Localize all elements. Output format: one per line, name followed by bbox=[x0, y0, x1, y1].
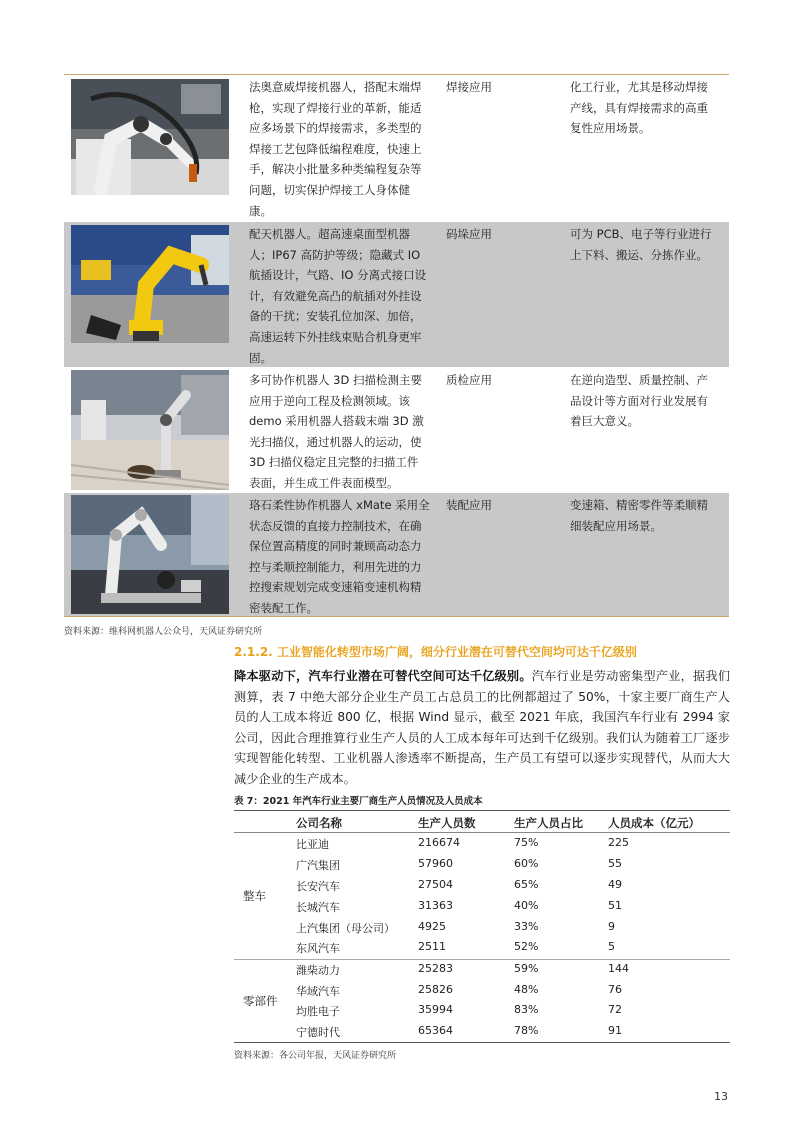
company-name: 宁德时代 bbox=[296, 1026, 340, 1039]
table-row bbox=[234, 917, 730, 938]
application-type: 焊接应用 bbox=[446, 80, 492, 94]
table-row bbox=[64, 493, 729, 616]
page-number: 13 bbox=[714, 1090, 728, 1103]
robot-description bbox=[249, 77, 434, 221]
scanning-robot-photo bbox=[71, 370, 229, 490]
column-header: 生产人员数 bbox=[418, 816, 476, 830]
staff-count: 57960 bbox=[418, 857, 453, 870]
company-name: 东风汽车 bbox=[296, 942, 340, 955]
staff-count: 65364 bbox=[418, 1024, 453, 1037]
table-row bbox=[234, 896, 730, 917]
desc-line: 光扫描仪，通过机器人的运动，使 bbox=[249, 434, 422, 449]
desc-line: 人；IP67 高防护等级；隐藏式 IO bbox=[249, 247, 421, 262]
desc-line: 状态反馈的直接力控制技术，在确 bbox=[249, 518, 422, 533]
section-heading: 2.1.2. 工业智能化转型市场广阔，细分行业潜在可替代空间均可达千亿级别 bbox=[234, 645, 637, 659]
staff-ratio: 78% bbox=[514, 1024, 539, 1037]
table-row bbox=[64, 368, 729, 492]
staff-ratio: 65% bbox=[514, 878, 539, 891]
staff-ratio: 52% bbox=[514, 940, 539, 953]
paragraph-lead: 降本驱动下，汽车行业潜在可替代空间可达千亿级别。 bbox=[234, 669, 532, 683]
desc-line: 保位置高精度的同时兼顾高动态力 bbox=[249, 539, 422, 554]
robot-description bbox=[249, 370, 434, 494]
desc-line: 枪，实现了焊接行业的革新，能适 bbox=[249, 100, 422, 115]
staff-count: 2511 bbox=[418, 940, 446, 953]
desc-line: 手，解决小批量多种类编程复杂等 bbox=[249, 162, 422, 177]
group-label: 零部件 bbox=[243, 994, 278, 1008]
desc-line: 密装配工作。 bbox=[249, 600, 318, 615]
desc-line: 固。 bbox=[249, 350, 272, 365]
table-row bbox=[234, 959, 730, 980]
staff-count: 31363 bbox=[418, 899, 453, 912]
desc-line: 3D 扫描仪稳定且完整的扫描工件 bbox=[249, 455, 419, 470]
company-name: 华域汽车 bbox=[296, 985, 340, 998]
desc-line: 法奥意威焊接机器人，搭配末端焊 bbox=[249, 80, 422, 94]
desc-line: 多可协作机器人 3D 扫描检测主要 bbox=[249, 373, 422, 387]
column-header: 公司名称 bbox=[296, 816, 342, 830]
group-label: 整车 bbox=[243, 889, 266, 903]
robot-description bbox=[249, 495, 434, 619]
staff-count: 35994 bbox=[418, 1003, 453, 1016]
industry-line: 产线，具有焊接需求的高重 bbox=[570, 100, 708, 115]
table-row bbox=[234, 875, 730, 896]
robot-description bbox=[249, 224, 434, 368]
table-row bbox=[64, 222, 729, 367]
table-row bbox=[234, 854, 730, 875]
application-type: 码垛应用 bbox=[446, 227, 492, 241]
staff-ratio: 60% bbox=[514, 857, 539, 870]
staff-ratio: 83% bbox=[514, 1003, 539, 1016]
staff-ratio: 40% bbox=[514, 899, 539, 912]
industry-line: 化工行业，尤其是移动焊接 bbox=[570, 80, 708, 94]
yellow-robot-photo bbox=[71, 225, 229, 343]
industry-scenario bbox=[570, 370, 720, 432]
staff-cost: 144 bbox=[608, 962, 629, 975]
application-type: 装配应用 bbox=[446, 498, 492, 512]
staff-ratio: 33% bbox=[514, 920, 539, 933]
desc-line: 珞石柔性协作机器人 xMate 采用全 bbox=[249, 498, 430, 512]
table-bottom-rule bbox=[64, 616, 729, 617]
staff-count: 27504 bbox=[418, 878, 453, 891]
application-type: 质检应用 bbox=[446, 373, 492, 387]
industry-line: 可为 PCB、电子等行业进行 bbox=[570, 227, 712, 241]
cobot-assembly-photo bbox=[71, 495, 229, 614]
table-row bbox=[234, 1000, 730, 1021]
staff-cost: 51 bbox=[608, 899, 622, 912]
industry-line: 品设计等方面对行业发展有 bbox=[570, 393, 708, 408]
table-rule bbox=[234, 1042, 730, 1043]
staff-cost: 9 bbox=[608, 920, 615, 933]
company-name: 潍柴动力 bbox=[296, 964, 340, 977]
desc-line: 控搜索规划完成变速箱变速机构精 bbox=[249, 580, 422, 595]
desc-line: demo 采用机器人搭载末端 3D 激 bbox=[249, 414, 424, 429]
desc-line: 控与柔顺控制能力，利用先进的力 bbox=[249, 559, 422, 574]
desc-line: 应用于逆向工程及检测领域。该 bbox=[249, 393, 410, 408]
company-name: 比亚迪 bbox=[296, 838, 329, 851]
body-paragraph bbox=[234, 666, 730, 789]
staff-cost: 76 bbox=[608, 983, 622, 996]
staff-count: 25283 bbox=[418, 962, 453, 975]
staff-ratio: 59% bbox=[514, 962, 539, 975]
company-name: 均胜电子 bbox=[296, 1005, 340, 1018]
industry-scenario bbox=[570, 495, 720, 536]
table-row bbox=[234, 937, 730, 958]
industry-line: 着巨大意义。 bbox=[570, 414, 639, 429]
industry-scenario bbox=[570, 77, 720, 139]
desc-line: 康。 bbox=[249, 203, 272, 218]
staff-cost: 91 bbox=[608, 1024, 622, 1037]
table-row bbox=[234, 1021, 730, 1042]
table-row bbox=[64, 75, 729, 221]
staff-count: 216674 bbox=[418, 836, 460, 849]
desc-line: 应多场景下的焊接需求，多类型的 bbox=[249, 121, 422, 136]
industry-line: 变速箱、精密零件等柔顺精 bbox=[570, 498, 708, 512]
staff-cost: 225 bbox=[608, 836, 629, 849]
welding-robot-photo bbox=[71, 79, 229, 195]
desc-line: 高速运转下外挂线束贴合机身更牢 bbox=[249, 329, 422, 344]
staff-cost: 72 bbox=[608, 1003, 622, 1016]
staff-cost: 49 bbox=[608, 878, 622, 891]
desc-line: 备的干扰；安装孔位加深、加倍， bbox=[249, 309, 422, 324]
desc-line: 问题，切实保护焊接工人身体健 bbox=[249, 182, 410, 197]
table-row bbox=[234, 980, 730, 1001]
company-name: 上汽集团（母公司） bbox=[296, 922, 395, 935]
table-title: 表 7：2021 年汽车行业主要厂商生产人员情况及人员成本 bbox=[234, 796, 483, 807]
staff-count: 4925 bbox=[418, 920, 446, 933]
desc-line: 配天机器人。超高速桌面型机器 bbox=[249, 227, 410, 241]
source-note: 资料来源：维科网机器人公众号，天风证券研究所 bbox=[64, 627, 263, 637]
staff-cost: 55 bbox=[608, 857, 622, 870]
industry-line: 细装配应用场景。 bbox=[570, 518, 662, 533]
table-rule bbox=[234, 810, 730, 811]
staff-ratio: 75% bbox=[514, 836, 539, 849]
desc-line: 焊接工艺包降低编程难度，快速上 bbox=[249, 141, 422, 156]
table-row bbox=[234, 833, 730, 854]
staff-cost: 5 bbox=[608, 940, 615, 953]
company-name: 长城汽车 bbox=[296, 901, 340, 914]
staff-count: 25826 bbox=[418, 983, 453, 996]
company-name: 广汽集团 bbox=[296, 859, 340, 872]
column-header: 人员成本（亿元） bbox=[608, 816, 700, 830]
desc-line: 航插设计，气路、IO 分离式接口设 bbox=[249, 268, 427, 283]
industry-line: 复性应用场景。 bbox=[570, 121, 651, 136]
industry-scenario bbox=[570, 224, 720, 265]
column-header: 生产人员占比 bbox=[514, 816, 583, 830]
staff-ratio: 48% bbox=[514, 983, 539, 996]
paragraph-text: 汽车行业是劳动密集型产业，据我们测算，表 7 中绝大部分企业生产员工占总员工的比例都超过了 50%，十家主要厂商生产人员的人工成本将近 800 亿，根据 Wind 显示，截至 2021 年底，我国汽车行业有 2994 家公司，因此合理推算行业生产人员的人工成本每年可达到千亿级别。我们认为随着工厂逐步实现智能化转型、工业机器人渗透率不断提高，生产员工有望可以逐步实现替代，从而大大减少企业的生产成本。 bbox=[234, 669, 731, 786]
industry-line: 上下料、搬运、分拣作业。 bbox=[570, 247, 708, 262]
desc-line: 计，有效避免高凸的航插对外挂设 bbox=[249, 288, 422, 303]
source-note: 资料来源：各公司年报，天风证券研究所 bbox=[234, 1051, 397, 1061]
industry-line: 在逆向造型、质量控制、产 bbox=[570, 373, 708, 387]
company-name: 长安汽车 bbox=[296, 880, 340, 893]
desc-line: 表面，并生成工件表面模型。 bbox=[249, 475, 399, 490]
